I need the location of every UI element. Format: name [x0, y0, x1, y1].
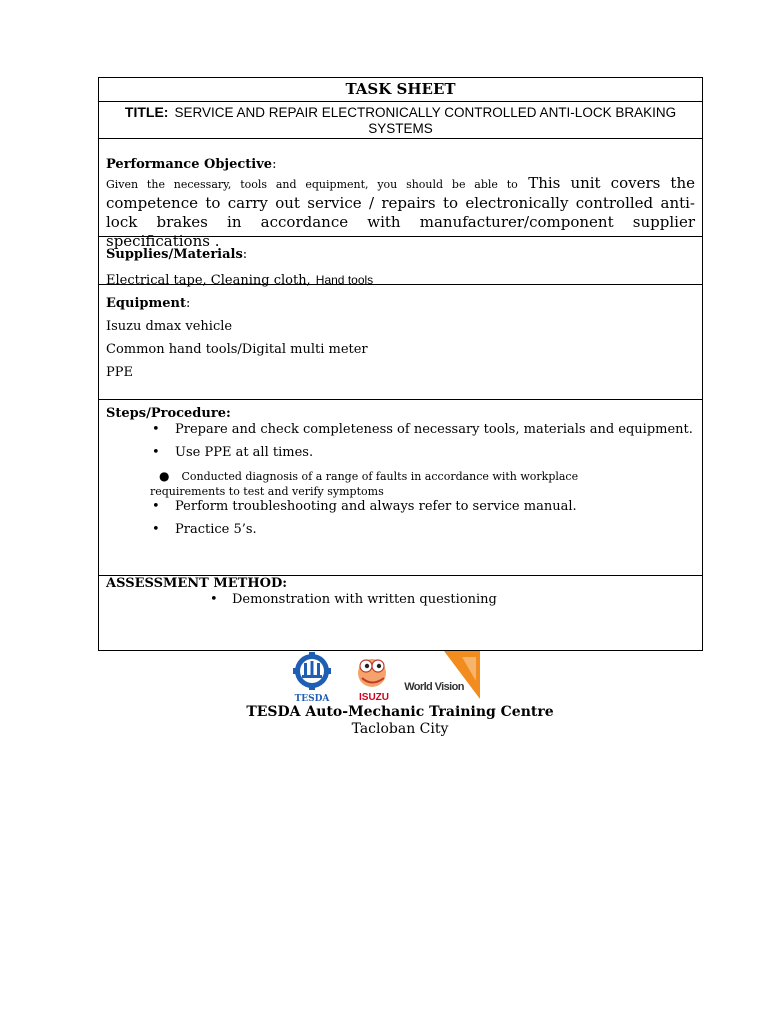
- partner-logos: [284, 651, 480, 703]
- bullet-icon: •: [152, 422, 160, 437]
- bullet-icon: •: [152, 445, 160, 460]
- supplies-extra: Hand tools: [315, 273, 374, 287]
- bullet-icon: ●: [159, 469, 170, 483]
- task-sheet-heading: TASK SHEET: [345, 80, 456, 98]
- task-sheet-header: [99, 78, 702, 102]
- step-text: Conducted diagnosis of a range of faults in accordance with workplace: [181, 470, 579, 483]
- isuzu-logo: [358, 659, 389, 703]
- tesda-logo: [293, 652, 331, 703]
- step-text-continued: requirements to test and verify symptoms: [150, 485, 384, 498]
- bullet-icon: •: [210, 592, 218, 607]
- assessment-text: Demonstration with written questioning: [232, 592, 497, 607]
- step-text: Prepare and check completeness of necessary tools, materials and equipment.: [175, 422, 693, 437]
- step-text: Perform troubleshooting and always refer to service manual.: [175, 499, 577, 514]
- step-item: [106, 422, 695, 438]
- performance-objective-text: This unit covers the competence to carry out service / repairs to electronically controlled anti-lock brakes in accordance with manufacturer/component supplier specifications .: [106, 174, 695, 250]
- step-item: [106, 445, 695, 461]
- supplies-label: Supplies/Materials: [106, 247, 243, 262]
- performance-objective-intro: Given the necessary, tools and equipment, you should be able to: [106, 178, 518, 191]
- assessment-label: ASSESSMENT METHOD:: [106, 576, 288, 591]
- step-item: [106, 469, 695, 499]
- title-row: [99, 102, 702, 139]
- equipment-item: Isuzu dmax vehicle: [106, 319, 233, 334]
- footer-centre-name: TESDA Auto-Mechanic Training Centre: [246, 704, 554, 720]
- assessment-item: [106, 592, 695, 608]
- supplies-text: Electrical tape, Cleaning cloth,: [106, 273, 311, 288]
- world-vision-text: World Vision: [404, 681, 464, 693]
- steps-row: [99, 400, 702, 576]
- footer-city: Tacloban City: [351, 721, 449, 737]
- bullet-icon: •: [152, 522, 160, 537]
- title-text: SERVICE AND REPAIR ELECTRONICALLY CONTROLLED ANTI-LOCK BRAKING SYSTEMS: [174, 105, 677, 136]
- equipment-item: Common hand tools/Digital multi meter: [106, 342, 368, 357]
- equipment-colon: :: [185, 296, 191, 311]
- supplies-row: [99, 237, 702, 288]
- bullet-icon: •: [152, 499, 160, 514]
- equipment-item: PPE: [106, 365, 133, 380]
- tesda-logo-text: TESDA: [294, 694, 330, 703]
- title-label: TITLE:: [124, 104, 169, 120]
- performance-objective-label: Performance Objective: [106, 157, 273, 172]
- isuzu-logo-text: ISUZU: [359, 692, 389, 703]
- supplies-colon: :: [242, 247, 248, 262]
- equipment-label: Equipment: [106, 296, 186, 311]
- task-sheet-table: [98, 77, 703, 651]
- steps-label: Steps/Procedure:: [106, 406, 231, 421]
- performance-objective-row: [99, 139, 702, 250]
- step-item: [106, 499, 695, 515]
- step-text: Use PPE at all times.: [175, 445, 314, 460]
- world-vision-logo: [404, 651, 480, 699]
- equipment-row: [99, 285, 702, 400]
- assessment-row: [99, 576, 702, 650]
- step-text: Practice 5’s.: [175, 522, 257, 537]
- step-item: [106, 522, 695, 538]
- performance-objective-colon: :: [272, 157, 277, 172]
